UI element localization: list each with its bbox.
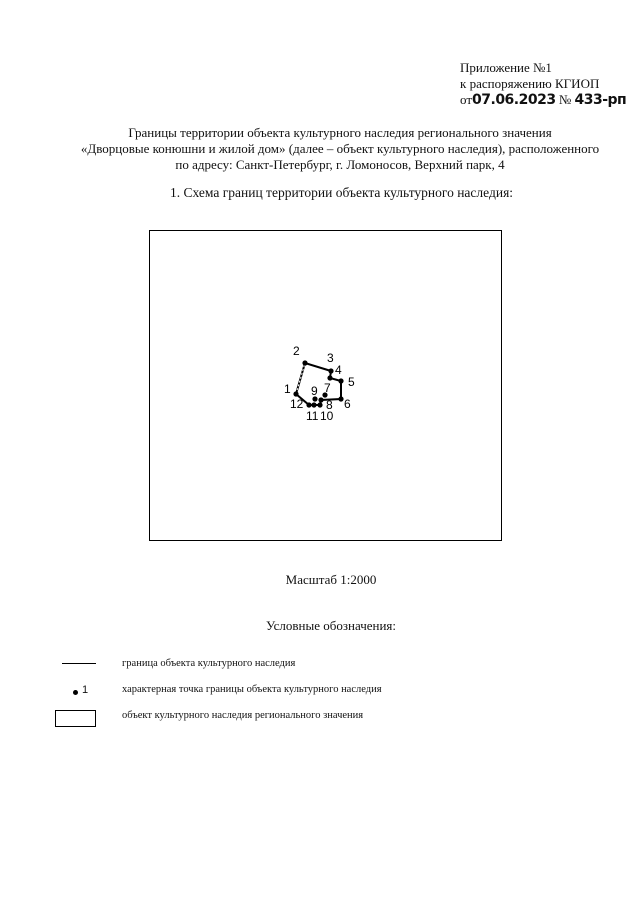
boundary-map <box>149 230 502 541</box>
date-prefix: от <box>460 92 473 107</box>
boundary-map-svg <box>150 231 503 542</box>
appendix-date: 07.06.2023 <box>472 92 556 108</box>
appendix-order-ref: к распоряжению КГИОП <box>460 76 600 91</box>
appendix-number: 433-рп <box>574 92 627 108</box>
boundary-point-4 <box>327 375 332 380</box>
boundary-point-label-8: 8 <box>326 398 333 412</box>
boundary-point-label-11: 11 <box>306 409 319 423</box>
boundary-point-label-10: 10 <box>320 409 334 423</box>
legend-boundary-line-symbol <box>62 663 96 664</box>
boundary-point-3 <box>328 368 333 373</box>
boundary-point-label-9: 9 <box>311 384 318 398</box>
boundary-point-12 <box>306 402 311 407</box>
boundary-point-10 <box>317 402 322 407</box>
title-line-2: «Дворцовые конюшни и жилой дом» (далее – объект культурного наследия), расположенного <box>80 141 600 156</box>
boundary-point-label-4: 4 <box>335 363 342 377</box>
boundary-point-label-1: 1 <box>284 382 291 396</box>
legend-point-text: характерная точка границы объекта культурного наследия <box>122 684 382 695</box>
boundary-point-label-6: 6 <box>344 397 351 411</box>
boundary-point-11 <box>311 402 316 407</box>
appendix-title: Приложение №1 <box>460 60 552 75</box>
section-heading: 1. Схема границ территории объекта культурного наследия: <box>170 185 514 200</box>
legend-object-box-text: объект культурного наследия регионального значения <box>122 710 364 721</box>
legend-title: Условные обозначения: <box>265 618 397 633</box>
boundary-point-1 <box>293 391 298 396</box>
legend-boundary-line-text: граница объекта культурного наследия <box>122 658 296 669</box>
appendix-header <box>460 60 626 108</box>
boundary-point-8 <box>318 397 323 402</box>
boundary-point-6 <box>338 396 343 401</box>
legend-point-symbol <box>73 690 78 695</box>
number-prefix: № <box>558 92 572 107</box>
map-scale: Масштаб 1:2000 <box>285 572 377 587</box>
boundary-point-label-12: 12 <box>290 397 304 411</box>
legend-point-symbol-label: 1 <box>82 684 89 696</box>
document-title <box>40 125 640 173</box>
boundary-point-label-3: 3 <box>327 351 334 365</box>
legend-object-box-symbol <box>55 710 96 727</box>
boundary-point-label-2: 2 <box>293 344 300 358</box>
boundary-point-label-7: 7 <box>324 381 331 395</box>
title-line-3: по адресу: Санкт-Петербург, г. Ломоносов, Верхний парк, 4 <box>175 157 505 172</box>
title-line-1: Границы территории объекта культурного наследия регионального значения <box>128 125 552 140</box>
boundary-point-label-5: 5 <box>348 375 355 389</box>
boundary-point-2 <box>302 360 307 365</box>
boundary-point-5 <box>338 378 343 383</box>
appendix-date-number <box>460 92 626 108</box>
